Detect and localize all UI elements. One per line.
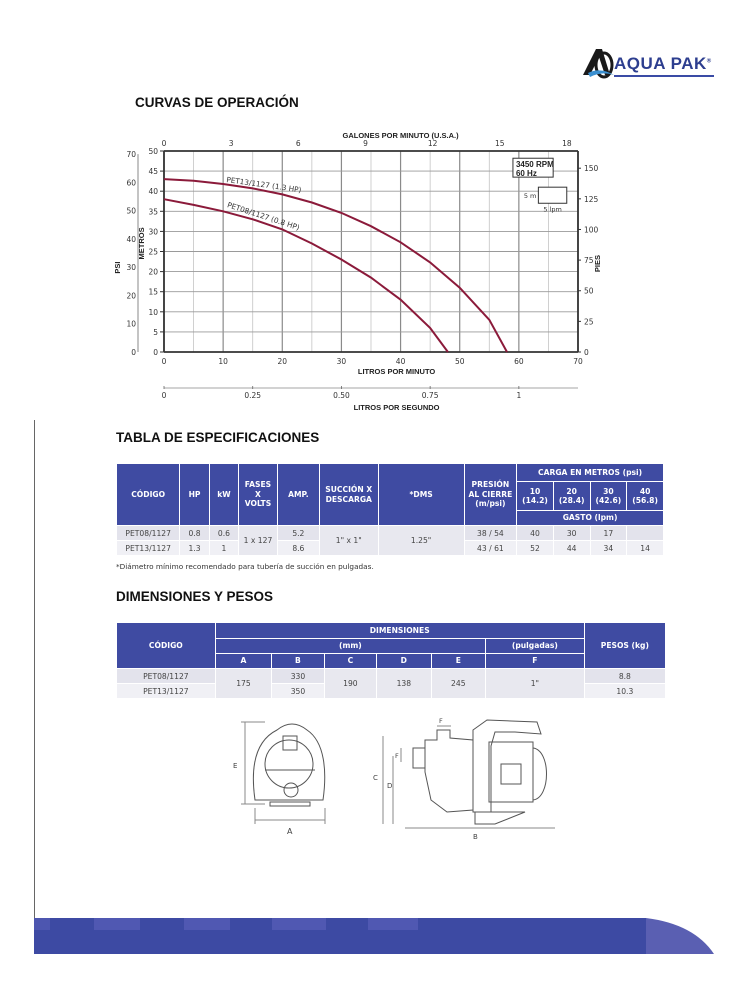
pies-tick-label: 125 [584, 194, 599, 204]
y-tick-label: 35 [148, 207, 158, 217]
psi-tick-label: 60 [126, 178, 136, 188]
dims-header-f: F [486, 654, 584, 668]
spec-cell-presion: 43 / 61 [465, 541, 517, 555]
pies-axis-label: PIES [593, 255, 602, 273]
pump-side-handle [473, 720, 541, 812]
pump-front-inlet [284, 783, 298, 797]
dims-cell-b: 350 [272, 684, 323, 698]
psi-tick-label: 0 [131, 348, 136, 357]
pies-tick-label: 150 [584, 164, 599, 174]
spec-header-codigo: CÓDIGO [117, 464, 179, 525]
x-tick-label: 10 [218, 357, 228, 366]
x-tick-label: 60 [514, 357, 524, 366]
x-tick-label: 30 [336, 357, 347, 366]
pump-front-base [270, 802, 310, 806]
pump-side-foot [475, 812, 525, 824]
psi-tick-label: 40 [126, 234, 136, 244]
pies-tick-label: 100 [584, 225, 599, 235]
pump-front-body [253, 724, 324, 800]
y-tick-label: 50 [148, 147, 158, 156]
series-label-pet08: PET08/1127 (0.8 HP) [226, 200, 301, 233]
spec-header-carga: CARGA EN METROS (psi) [517, 464, 663, 481]
curve-pet08-1127 [164, 199, 448, 352]
footer-band-stripe [184, 918, 230, 930]
dims-cell-peso: 8.8 [585, 669, 665, 683]
spec-header-succion: SUCCIÓN X DESCARGA [320, 464, 378, 525]
x3-tick-label: 0 [161, 391, 167, 400]
spec-header-gasto: GASTO (lpm) [517, 511, 663, 525]
spec-header-presion: PRESIÓN AL CIERRE (m/psi) [465, 464, 517, 525]
pump-front-view [241, 722, 325, 824]
x2-axis-label: GALONES POR MINUTO (U.S.A.) [342, 132, 459, 140]
dims-cell-e: 245 [432, 669, 485, 698]
spec-cell-hp: 1.3 [180, 541, 208, 555]
spec-header-dms: *DMS [379, 464, 464, 525]
y-tick-label: 30 [148, 227, 158, 237]
x2-tick-label: 3 [228, 139, 234, 148]
x2-tick-label: 0 [161, 139, 167, 148]
x-tick-label: 20 [277, 357, 288, 366]
y-tick-label: 10 [148, 307, 158, 317]
psi-tick-label: 50 [126, 206, 136, 216]
dims-cell-a: 175 [216, 669, 272, 698]
spec-header-carga-10: 10 (14.2) [517, 482, 553, 510]
y-tick-label: 20 [148, 267, 158, 277]
spec-cell-kw: 0.6 [210, 526, 238, 540]
x2-tick-label: 15 [495, 139, 505, 148]
dims-header-a: A [216, 654, 272, 668]
x3-tick-label: 0.75 [421, 391, 439, 400]
spec-cell-codigo: PET13/1127 [117, 541, 179, 555]
psi-axis-label: PSI [113, 261, 122, 274]
y-tick-label: 15 [148, 287, 158, 297]
pies-tick-label: 0 [584, 348, 589, 357]
diagram-label-a: A [287, 827, 293, 836]
pump-side-inlet [413, 748, 425, 768]
dims-cell-peso: 10.3 [585, 684, 665, 698]
operation-curves-chart [110, 132, 610, 410]
dims-cell-d: 138 [377, 669, 430, 698]
dims-title: DIMENSIONES Y PESOS [116, 589, 274, 604]
pump-side-motor-cap [533, 748, 547, 800]
dims-cell-c: 190 [325, 669, 376, 698]
pump-front-outlet [283, 736, 297, 750]
spec-header-amp: AMP. [278, 464, 319, 525]
spec-cell-gasto-40 [627, 526, 663, 540]
brand-underline [614, 75, 714, 77]
x3-tick-label: 1 [516, 391, 522, 400]
diagram-label-b: B [473, 833, 478, 841]
x-tick-label: 70 [573, 357, 583, 366]
psi-tick-label: 70 [126, 150, 136, 160]
spec-cell-hp: 0.8 [180, 526, 208, 540]
footer-band-curve [646, 918, 714, 954]
diagram-label-f-inlet: F [395, 752, 399, 760]
pump-side-volute [425, 730, 473, 812]
psi-tick-label: 10 [126, 319, 136, 329]
curve-pet13-1127 [164, 179, 507, 352]
dims-table [116, 622, 666, 699]
psi-tick-label: 20 [126, 291, 136, 301]
x-tick-label: 50 [454, 357, 465, 366]
dims-header-mm: (mm) [216, 639, 485, 653]
brand-name: AQUA PAK® [614, 54, 712, 73]
spec-footnote: *Diámetro mínimo recomendado para tubería de succión en pulgadas. [116, 562, 374, 571]
dims-row [117, 669, 665, 683]
hz-label: 60 Hz [515, 169, 537, 179]
spec-cell-amp: 5.2 [278, 526, 319, 540]
dims-cell-codigo: PET13/1127 [117, 684, 215, 698]
spec-cell-codigo: PET08/1127 [117, 526, 179, 540]
x2-tick-label: 12 [427, 139, 438, 148]
spec-header-fases: FASES X VOLTS [239, 464, 277, 525]
y-tick-label: 40 [148, 187, 158, 197]
x-tick-label: 40 [395, 357, 406, 366]
spec-table [116, 463, 664, 556]
pump-dimension-diagram [225, 712, 555, 847]
dims-header-d: D [377, 654, 430, 668]
pump-side-switch [501, 764, 521, 784]
dims-cell-f: 1" [486, 669, 584, 698]
spec-header-carga-30: 30 (42.6) [591, 482, 627, 510]
x2-tick-label: 9 [363, 139, 368, 148]
x3-tick-label: 0.25 [244, 391, 262, 400]
x2-tick-label: 18 [562, 139, 572, 148]
spec-cell-kw: 1 [210, 541, 238, 555]
psi-tick-label: 30 [126, 263, 136, 273]
pies-tick-label: 25 [584, 317, 594, 327]
dims-header-pesos: PESOS (kg) [585, 623, 665, 668]
spec-header-hp: HP [180, 464, 208, 525]
spec-title: TABLA DE ESPECIFICACIONES [116, 430, 320, 445]
spec-cell-gasto-40: 14 [627, 541, 663, 555]
diagram-label-c: C [373, 774, 378, 782]
curves-title: CURVAS DE OPERACIÓN [135, 95, 299, 110]
page-margin-line [34, 420, 35, 918]
pump-side-view [383, 720, 555, 828]
y-tick-label: 45 [148, 167, 158, 177]
spec-cell-gasto-10: 52 [517, 541, 553, 555]
spec-header-kw: kW [210, 464, 238, 525]
spec-cell-succion: 1" x 1" [320, 526, 378, 555]
dims-cell-b: 330 [272, 669, 323, 683]
dims-cell-codigo: PET08/1127 [117, 669, 215, 683]
x-axis-label: LITROS POR MINUTO [357, 367, 436, 376]
scale-lpm-label: 5 lpm [543, 205, 562, 214]
footer-band [34, 918, 714, 954]
spec-cell-gasto-30: 34 [591, 541, 627, 555]
brand-logo [580, 45, 730, 85]
spec-header-carga-20: 20 (28.4) [554, 482, 590, 510]
spec-cell-gasto-10: 40 [517, 526, 553, 540]
x3-axis-label: LITROS POR SEGUNDO [353, 403, 440, 410]
dims-header-dimensiones: DIMENSIONES [216, 623, 584, 638]
dims-header-e: E [432, 654, 485, 668]
footer-band-stripe [94, 918, 140, 930]
dims-header-c: C [325, 654, 376, 668]
footer-band-stripe [368, 918, 418, 930]
y-tick-label: 5 [153, 327, 158, 337]
x3-tick-label: 0.50 [333, 391, 350, 400]
spec-cell-dms: 1.25" [379, 526, 464, 555]
diagram-label-d: D [387, 782, 393, 790]
y-tick-label: 25 [148, 247, 158, 257]
y-tick-label: 0 [153, 348, 158, 357]
footer-band-stripe [272, 918, 326, 930]
spec-cell-gasto-20: 30 [554, 526, 590, 540]
pies-tick-label: 75 [584, 256, 594, 266]
dims-header-b: B [272, 654, 323, 668]
rpm-label: 3450 RPM [515, 160, 554, 170]
diagram-label-e: E [233, 762, 238, 770]
series-label-pet13: PET13/1127 (1.3 HP) [225, 175, 302, 195]
diagram-label-f-top: F [439, 717, 443, 725]
spec-cell-presion: 38 / 54 [465, 526, 517, 540]
x2-tick-label: 6 [295, 139, 301, 148]
y-axis-label: METROS [137, 227, 146, 260]
scale-legend-box [538, 187, 566, 203]
spec-cell-fases: 1 x 127 [239, 526, 277, 555]
spec-row [117, 526, 663, 540]
dims-header-codigo: CÓDIGO [117, 623, 215, 668]
scale-m-label: 5 m [523, 192, 537, 201]
pies-tick-label: 50 [584, 286, 594, 296]
pump-side-motor-box [489, 742, 533, 802]
x-tick-label: 0 [161, 357, 167, 366]
spec-header-carga-40: 40 (56.8) [627, 482, 663, 510]
dims-header-pulgadas: (pulgadas) [486, 639, 584, 653]
spec-cell-gasto-30: 17 [591, 526, 627, 540]
pump-front-volute [265, 740, 313, 788]
spec-cell-gasto-20: 44 [554, 541, 590, 555]
spec-cell-amp: 8.6 [278, 541, 319, 555]
